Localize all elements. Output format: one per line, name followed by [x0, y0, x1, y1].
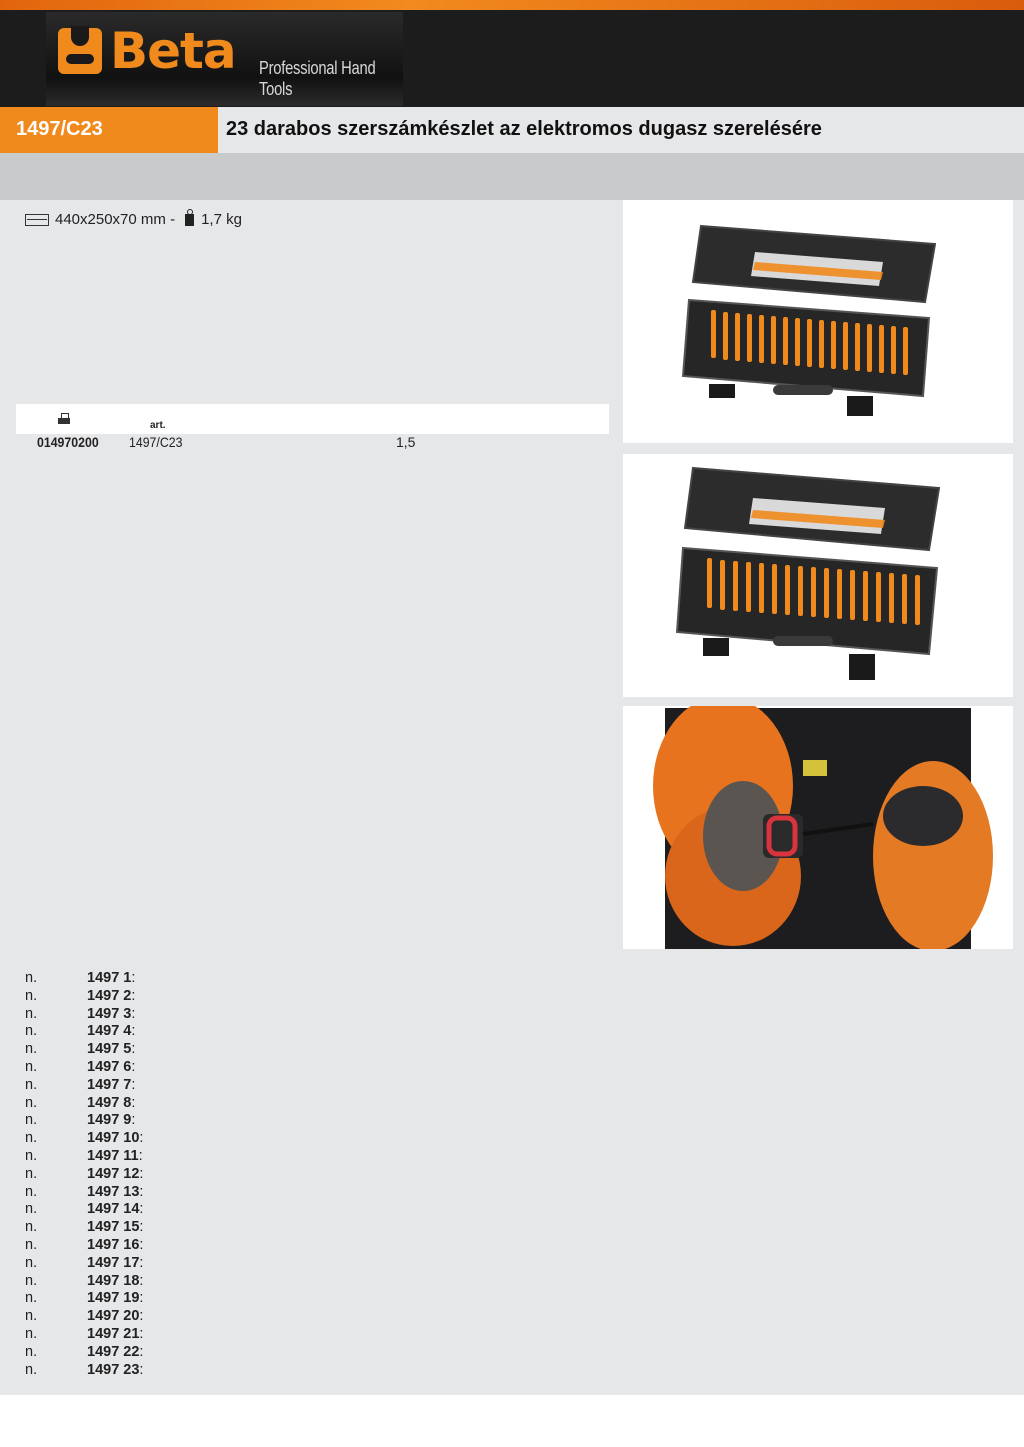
list-item — [25, 1112, 425, 1130]
product-photo-case-2 — [623, 454, 1013, 697]
part-code-text: 1497 8 — [87, 1094, 132, 1111]
tool-case-open-icon — [623, 200, 1013, 443]
part-code-text: 1497 18 — [87, 1272, 140, 1289]
part-code-text: 1497 10 — [87, 1130, 140, 1147]
part-code — [87, 1290, 143, 1308]
part-colon: : — [139, 1236, 144, 1253]
list-item — [25, 1237, 425, 1255]
part-prefix: n. — [25, 1041, 38, 1058]
table-header — [16, 404, 609, 434]
dimensions-value: 440x250x70 mm - — [55, 211, 176, 228]
list-item — [25, 1130, 425, 1148]
part-colon: : — [131, 987, 136, 1004]
brand-logo — [46, 12, 403, 106]
part-colon: : — [139, 1201, 144, 1218]
part-code — [87, 1006, 135, 1024]
list-item — [25, 1290, 425, 1308]
part-code-text: 1497 6 — [87, 1058, 132, 1075]
wrench-logo-icon — [58, 28, 102, 74]
accent-strip — [0, 0, 1024, 10]
part-code-text: 1497 2 — [87, 987, 132, 1004]
brand-name: Beta — [110, 22, 236, 80]
part-code — [87, 1095, 135, 1113]
art-cell: 1497/C23 — [129, 434, 183, 450]
part-code — [87, 1344, 143, 1362]
list-item — [25, 1023, 425, 1041]
part-code — [87, 1201, 143, 1219]
part-prefix: n. — [25, 1254, 38, 1271]
part-code-text: 1497 7 — [87, 1076, 132, 1093]
parts-list — [25, 970, 425, 1379]
part-code — [87, 1219, 143, 1237]
part-code-text: 1497 11 — [87, 1147, 139, 1164]
list-item — [25, 1059, 425, 1077]
list-item — [25, 1326, 425, 1344]
part-code — [87, 1308, 143, 1326]
part-code-text: 1497 3 — [87, 1005, 132, 1022]
part-code-text: 1497 13 — [87, 1183, 140, 1200]
part-colon: : — [139, 1165, 144, 1182]
connector-release-photo-icon — [623, 706, 1013, 949]
part-colon: : — [131, 1094, 136, 1111]
list-item — [25, 1344, 425, 1362]
part-prefix: n. — [25, 1005, 38, 1022]
part-prefix: n. — [25, 1130, 38, 1147]
part-code-text: 1497 14 — [87, 1201, 140, 1218]
list-item — [25, 1273, 425, 1291]
part-code — [87, 1184, 143, 1202]
part-code — [87, 1130, 143, 1148]
list-item — [25, 1308, 425, 1326]
list-item — [25, 970, 425, 988]
part-prefix: n. — [25, 1023, 38, 1040]
order-code-icon — [58, 418, 70, 424]
part-code — [87, 988, 135, 1006]
column-header-art: art. — [150, 420, 166, 431]
list-item — [25, 1255, 425, 1273]
part-colon: : — [131, 1023, 136, 1040]
section-band — [0, 153, 1024, 200]
list-item — [25, 1201, 425, 1219]
table-row — [16, 434, 609, 452]
part-colon: : — [131, 1005, 136, 1022]
part-code — [87, 1077, 135, 1095]
part-prefix: n. — [25, 1112, 38, 1129]
part-prefix: n. — [25, 1147, 38, 1164]
part-code — [87, 1362, 143, 1380]
list-item — [25, 1219, 425, 1237]
part-colon: : — [131, 1076, 136, 1093]
part-colon: : — [139, 1254, 144, 1271]
tool-case-open-icon — [623, 454, 1013, 697]
list-item — [25, 1166, 425, 1184]
part-code — [87, 1148, 143, 1166]
part-colon: : — [139, 1272, 144, 1289]
part-colon: : — [139, 1308, 144, 1325]
part-code-text: 1497 9 — [87, 1112, 132, 1129]
part-prefix: n. — [25, 1290, 38, 1307]
part-code — [87, 970, 135, 988]
part-code-text: 1497 12 — [87, 1165, 140, 1182]
part-colon: : — [139, 1183, 144, 1200]
part-colon: : — [139, 1130, 144, 1147]
part-prefix: n. — [25, 1361, 38, 1378]
part-code — [87, 1166, 143, 1184]
part-code-text: 1497 15 — [87, 1219, 140, 1236]
product-title: 23 darabos szerszámkészlet az elektromos dugasz szerelésére — [226, 118, 822, 140]
product-photo-case-1 — [623, 200, 1013, 443]
weight-icon — [185, 214, 194, 226]
part-code-text: 1497 20 — [87, 1308, 140, 1325]
dimensions-icon — [25, 214, 49, 226]
part-prefix: n. — [25, 970, 38, 986]
part-prefix: n. — [25, 1236, 38, 1253]
part-code — [87, 1023, 135, 1041]
spec-line — [25, 211, 242, 228]
order-code-cell: 014970200 — [37, 434, 99, 450]
part-code-text: 1497 16 — [87, 1236, 140, 1253]
part-prefix: n. — [25, 1201, 38, 1218]
part-prefix: n. — [25, 1343, 38, 1360]
part-code-text: 1497 4 — [87, 1023, 132, 1040]
list-item — [25, 988, 425, 1006]
list-item — [25, 1184, 425, 1202]
list-item — [25, 1362, 425, 1380]
part-code — [87, 1255, 143, 1273]
list-item — [25, 1077, 425, 1095]
part-prefix: n. — [25, 1325, 38, 1342]
part-colon: : — [139, 1361, 144, 1378]
product-code: 1497/C23 — [16, 118, 103, 140]
part-colon: : — [131, 1041, 136, 1058]
list-item — [25, 1041, 425, 1059]
product-code-tab — [0, 107, 218, 153]
part-prefix: n. — [25, 1058, 38, 1075]
part-code — [87, 1112, 135, 1130]
part-code — [87, 1237, 143, 1255]
part-prefix: n. — [25, 1272, 38, 1289]
part-code-text: 1497 21 — [87, 1325, 140, 1342]
part-prefix: n. — [25, 1308, 38, 1325]
part-colon: : — [131, 1058, 136, 1075]
part-code-text: 1497 17 — [87, 1254, 140, 1271]
list-item — [25, 1006, 425, 1024]
content-panel — [0, 200, 1024, 1395]
part-prefix: n. — [25, 1183, 38, 1200]
part-colon: : — [139, 1325, 144, 1342]
part-colon: : — [139, 1343, 144, 1360]
list-item — [25, 1095, 425, 1113]
brand-tagline: Professional Hand Tools — [259, 58, 376, 99]
part-code — [87, 1273, 143, 1291]
part-colon: : — [131, 970, 136, 986]
header-bar — [0, 0, 1024, 107]
part-code-text: 1497 5 — [87, 1041, 132, 1058]
part-colon: : — [139, 1290, 144, 1307]
part-colon: : — [138, 1147, 143, 1164]
part-code — [87, 1059, 135, 1077]
part-colon: : — [139, 1219, 144, 1236]
weight-value: 1,7 kg — [201, 211, 242, 228]
part-code-text: 1497 19 — [87, 1290, 140, 1307]
weight-cell: 1,5 — [396, 434, 416, 450]
part-code — [87, 1326, 143, 1344]
part-code-text: 1497 23 — [87, 1361, 140, 1378]
part-prefix: n. — [25, 1076, 38, 1093]
part-code-text: 1497 1 — [87, 970, 132, 986]
part-code — [87, 1041, 135, 1059]
part-prefix: n. — [25, 1094, 38, 1111]
title-row — [0, 107, 1024, 153]
part-prefix: n. — [25, 987, 38, 1004]
part-prefix: n. — [25, 1165, 38, 1182]
part-code-text: 1497 22 — [87, 1343, 140, 1360]
list-item — [25, 1148, 425, 1166]
part-prefix: n. — [25, 1219, 38, 1236]
part-colon: : — [131, 1112, 136, 1129]
usage-photo — [623, 706, 1013, 949]
